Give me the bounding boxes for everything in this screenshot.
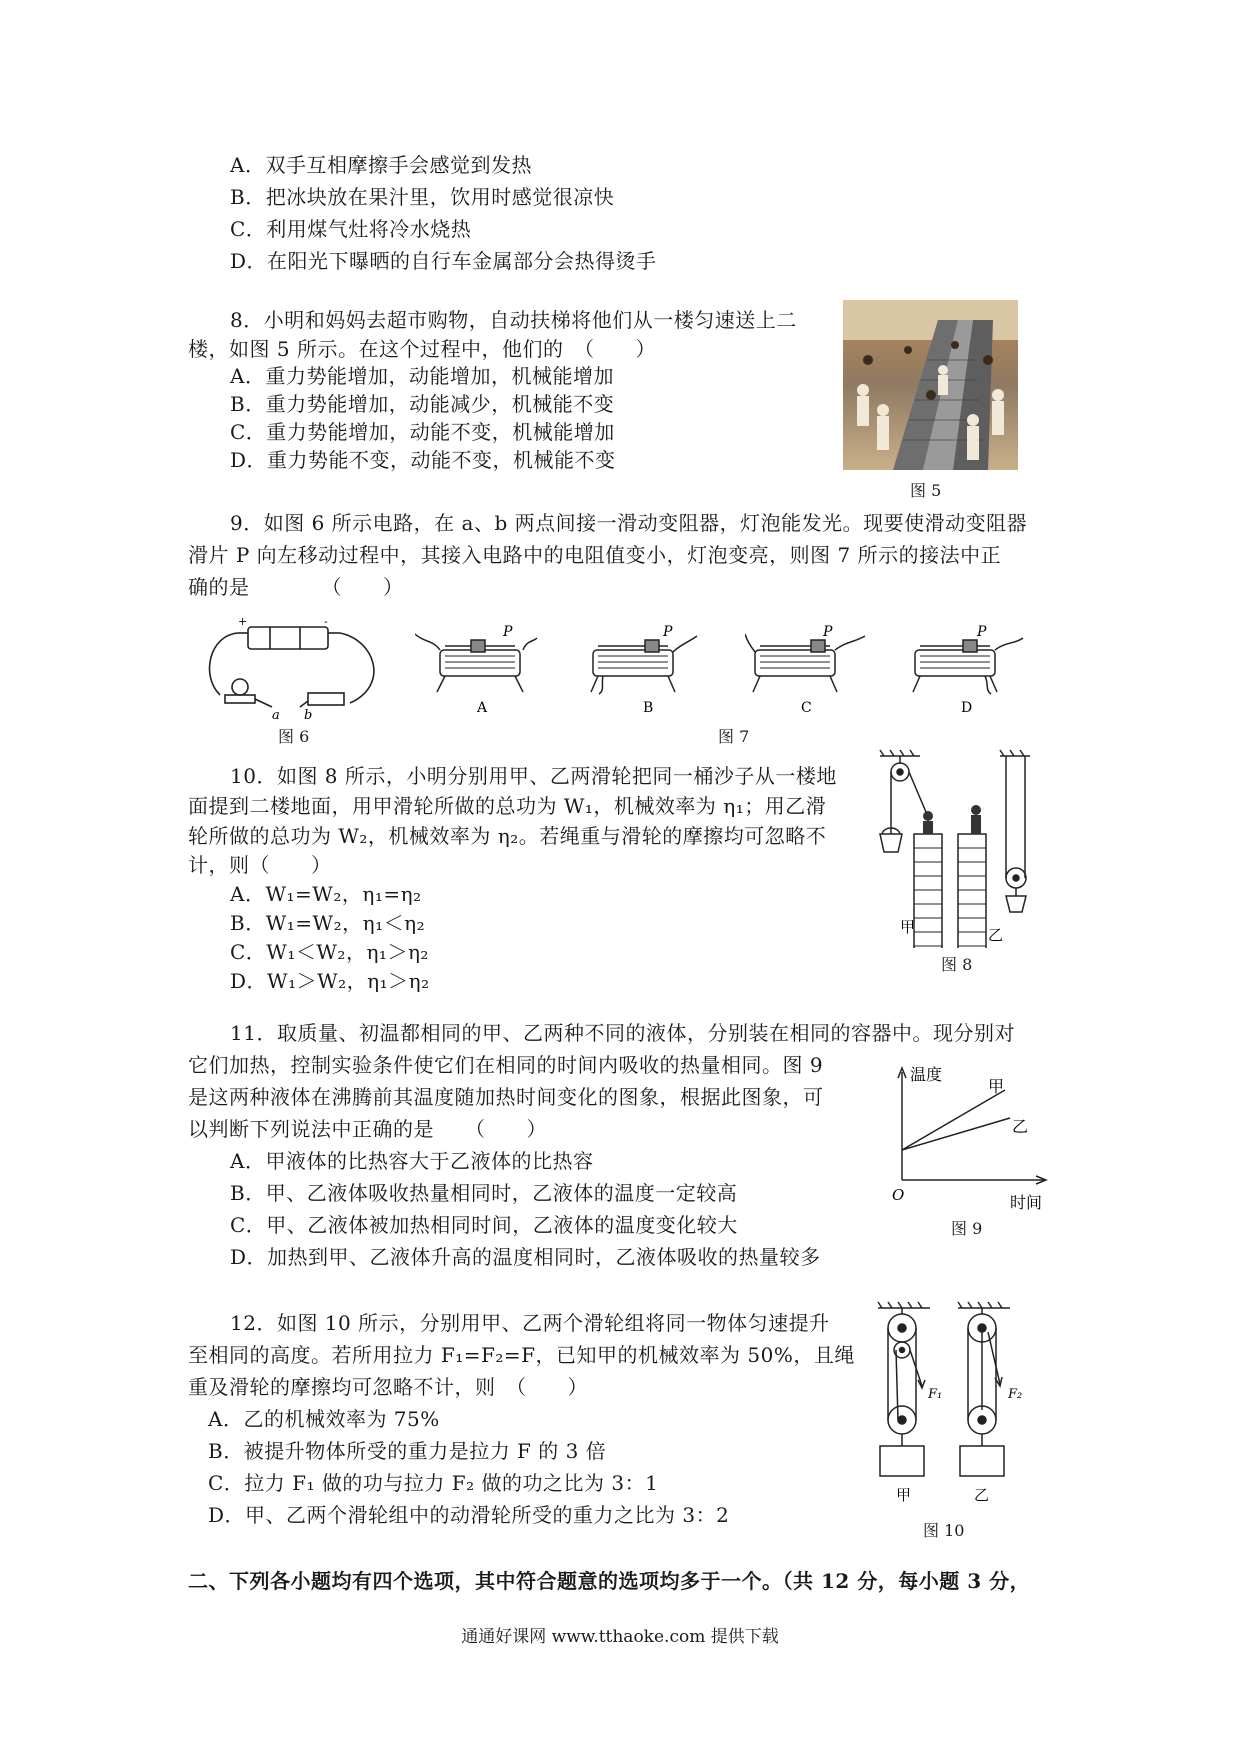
q11-option-c: C．甲、乙液体被加热相同时间，乙液体的温度变化较大 <box>230 1213 738 1237</box>
q11-option-d: D．加热到甲、乙液体升高的温度相同时，乙液体吸收的热量较多 <box>230 1245 821 1269</box>
fig6-caption: 图 6 <box>278 727 310 746</box>
rheostat-option-d <box>905 622 1035 717</box>
q10-stem-line3: 轮所做的总功为 W₂，机械效率为 η₂。若绳重与滑轮的摩擦均可忽略不 <box>188 824 827 848</box>
page-footer: 通通好课网 www.tthaoke.com 提供下载 <box>461 1627 779 1647</box>
fig10-caption: 图 10 <box>923 1521 965 1540</box>
section-2-heading: 二、下列各小题均有四个选项，其中符合题意的选项均多于一个。（共 12 分，每小题 3 分， <box>188 1569 1031 1593</box>
q8-option-d: D．重力势能不变，动能不变，机械能不变 <box>230 448 616 472</box>
fig9-yi-label: 乙 <box>1012 1117 1029 1136</box>
q11-stem-line1: 11．取质量、初温都相同的甲、乙两种不同的液体，分别装在相同的容器中。现分别对 <box>230 1021 1015 1045</box>
fig7-caption: 图 7 <box>718 727 750 746</box>
q10-stem-line4: 计，则（ ） <box>188 853 332 877</box>
fig9-xlabel: 时间 <box>1010 1193 1043 1210</box>
q8-stem-line1: 8．小明和妈妈去超市购物，自动扶梯将他们从一楼匀速送上二 <box>230 308 797 332</box>
q8-option-a: A．重力势能增加，动能增加，机械能增加 <box>230 364 614 388</box>
yi-line <box>902 1118 1010 1150</box>
rheostat-option-a <box>415 622 545 717</box>
q8-option-b: B．重力势能增加，动能减少，机械能不变 <box>230 392 615 416</box>
fig7d-label: D <box>961 700 973 716</box>
q12-stem-line3: 重及滑轮的摩擦均可忽略不计，则 （ ） <box>188 1375 588 1399</box>
fig6-minus-label: - <box>324 615 328 628</box>
rheostat-option-c <box>745 622 875 717</box>
q11-stem-line3: 是这两种液体在沸腾前其温度随加热时间变化的图象，根据此图象，可 <box>188 1085 824 1109</box>
fig8-jia-label: 甲 <box>900 918 916 936</box>
q9-stem-line3: 确的是 （ ） <box>188 575 404 599</box>
fig8-caption: 图 8 <box>941 955 973 974</box>
fig9-caption: 图 9 <box>951 1219 983 1238</box>
fig5-caption: 图 5 <box>910 481 942 500</box>
fig9-jia-label: 甲 <box>988 1077 1005 1096</box>
fig7c-p-label: P <box>823 624 833 640</box>
q10-option-a: A．W₁=W₂，η₁=η₂ <box>230 882 422 906</box>
fig7b-p-label: P <box>663 624 673 640</box>
q8-option-c: C．重力势能增加，动能不变，机械能增加 <box>230 420 615 444</box>
fig7a-p-label: P <box>503 624 513 640</box>
fig10-f2-label: F₂ <box>1008 1387 1023 1402</box>
q10-option-c: C．W₁＜W₂，η₁＞η₂ <box>230 940 429 964</box>
q12-option-d: D．甲、乙两个滑轮组中的动滑轮所受的重力之比为 3：2 <box>208 1503 730 1527</box>
fig7b-label: B <box>643 700 654 716</box>
pulley-figure-8 <box>870 748 1050 948</box>
q12-stem-line1: 12．如图 10 所示，分别用甲、乙两个滑轮组将同一物体匀速提升 <box>230 1311 830 1335</box>
fig10-f1-label: F₁ <box>928 1387 943 1402</box>
q7-option-a: A．双手互相摩擦手会感觉到发热 <box>230 153 532 177</box>
jia-line <box>902 1090 1005 1150</box>
q8-stem-line2: 楼，如图 5 所示。在这个过程中，他们的 （ ） <box>188 337 656 361</box>
q12-option-a: A．乙的机械效率为 75% <box>208 1407 440 1431</box>
rheostat-option-b <box>583 622 713 717</box>
q10-option-b: B．W₁=W₂，η₁＜η₂ <box>230 911 426 935</box>
q11-option-b: B．甲、乙液体吸收热量相同时，乙液体的温度一定较高 <box>230 1181 738 1205</box>
q12-stem-line2: 至相同的高度。若所用拉力 F₁=F₂=F，已知甲的机械效率为 50%，且绳 <box>188 1343 855 1367</box>
q7-option-d: D．在阳光下曝晒的自行车金属部分会热得烫手 <box>230 249 657 273</box>
q11-stem-line4: 以判断下列说法中正确的是 （ ） <box>188 1117 547 1141</box>
q10-stem-line1: 10．如图 8 所示，小明分别用甲、乙两滑轮把同一桶沙子从一楼地 <box>230 764 837 788</box>
q7-option-c: C．利用煤气灶将冷水烧热 <box>230 217 472 241</box>
temperature-time-graph <box>880 1060 1055 1210</box>
fig8-yi-label: 乙 <box>988 926 1004 944</box>
fig7c-label: C <box>801 700 812 716</box>
q12-option-c: C．拉力 F₁ 做的功与拉力 F₂ 做的功之比为 3：1 <box>208 1471 659 1495</box>
pulley-system-figure-10 <box>870 1300 1050 1520</box>
q9-stem-line1: 9．如图 6 所示电路，在 a、b 两点间接一滑动变阻器，灯泡能发光。现要使滑动变阻器 <box>230 511 1028 535</box>
q10-option-d: D．W₁＞W₂，η₁＞η₂ <box>230 969 430 993</box>
q7-option-b: B．把冰块放在果汁里，饮用时感觉很凉快 <box>230 185 615 209</box>
fig9-origin: O <box>892 1186 905 1204</box>
fig6-a-label: a <box>272 708 280 723</box>
q12-option-b: B．被提升物体所受的重力是拉力 F 的 3 倍 <box>208 1439 607 1463</box>
escalator-photo <box>843 300 1018 470</box>
q10-stem-line2: 面提到二楼地面，用甲滑轮所做的总功为 W₁，机械效率为 η₁；用乙滑 <box>188 794 827 818</box>
fig10-yi-label: 乙 <box>974 1486 990 1504</box>
circuit-diagram <box>200 615 400 725</box>
q11-option-a: A．甲液体的比热容大于乙液体的比热容 <box>230 1149 594 1173</box>
fig7a-label: A <box>477 700 488 716</box>
fig10-jia-label: 甲 <box>896 1486 912 1504</box>
fig6-plus-label: + <box>238 615 248 628</box>
fig9-ylabel: 温度 <box>910 1065 943 1084</box>
q11-stem-line2: 它们加热，控制实验条件使它们在相同的时间内吸收的热量相同。图 9 <box>188 1053 824 1077</box>
q9-stem-line2: 滑片 P 向左移动过程中，其接入电路中的电阻值变小，灯泡变亮，则图 7 所示的接法中正 <box>188 543 1002 567</box>
fig6-b-label: b <box>304 708 313 723</box>
fig7d-p-label: P <box>977 624 987 640</box>
